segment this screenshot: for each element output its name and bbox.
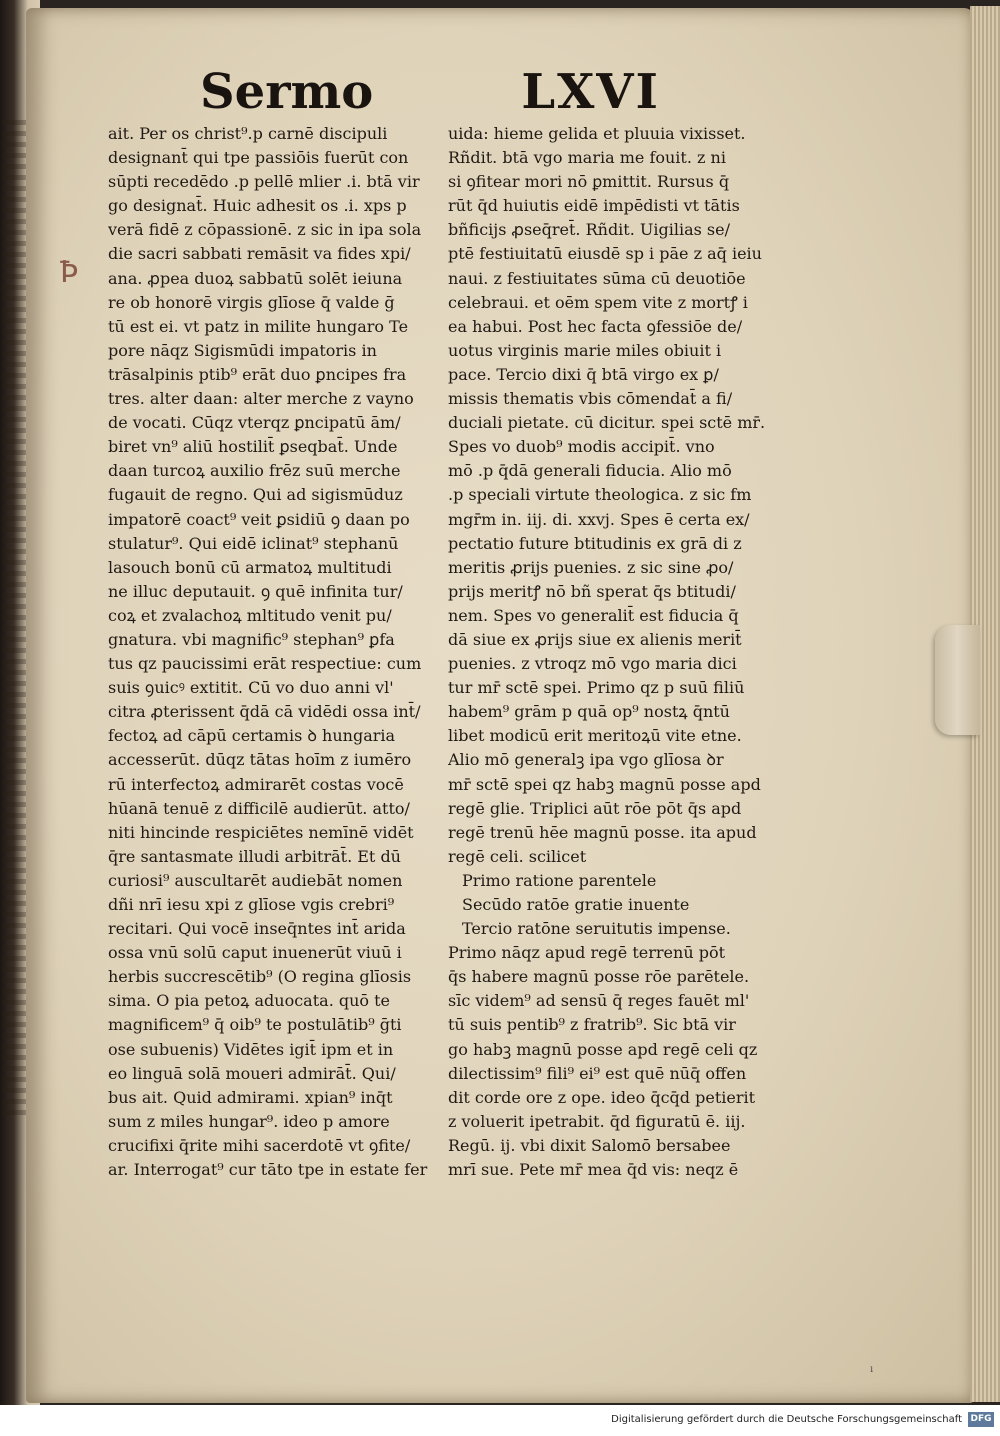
text-line: fugauit de regno. Qui ad sigismūduz bbox=[108, 485, 403, 505]
text-line: tur mr̄ sctē spei. Primo qz p suū filiū bbox=[448, 678, 745, 698]
text-line: ana. ꝓpea duoꝝ sabbatū solēt ieiuna bbox=[108, 268, 403, 288]
text-line: mrī sue. Pete mr̄ mea q̄d vis: neqz ē bbox=[448, 1160, 739, 1180]
text-line: Spes vo duob⁹ modis accipit̄. vno bbox=[448, 437, 715, 457]
text-line: celebraui. et oēm spem vite z mortꝭ i bbox=[448, 292, 748, 312]
text-line: designant̄ qui tpe passiōis fuerūt con bbox=[108, 148, 409, 168]
text-line: ptē festiuitatū eiusdē sp i pāe z aq̄ ieiu bbox=[448, 244, 762, 264]
text-line: nem. Spes vo generalit̄ est fiducia q̄ bbox=[448, 605, 739, 625]
text-line: pace. Tercio dixi q̄ btā virgo ex ꝑ/ bbox=[448, 364, 719, 384]
text-line: recitari. Qui vocē inseq̄ntes int̄ arida bbox=[108, 919, 406, 939]
text-line: fectoꝝ ad cāpū certamis ꝺ hungaria bbox=[108, 726, 396, 746]
text-line: pectatio future btitudinis ex grā di z bbox=[448, 533, 742, 553]
text-line: q̄s habere magnū posse rōe parētele. bbox=[448, 967, 750, 987]
dfg-logo: DFG bbox=[968, 1412, 994, 1427]
text-line: regē celi. scilicet bbox=[448, 846, 587, 866]
text-line: uotus virginis marie miles obiuit i bbox=[448, 340, 722, 360]
text-line: q̄re santasmate illudi arbitrāt̄. Et dū bbox=[108, 846, 401, 866]
text-line: ait. Per os christ⁹.p carnē discipuli bbox=[108, 124, 388, 143]
text-line: sīc videm⁹ ad sensū q̄ reges fauēt ml' bbox=[448, 991, 750, 1011]
text-line: citra ꝓterissent q̄dā cā vidēdi ossa int̄/ bbox=[108, 702, 421, 722]
text-line: stulatur⁹. Qui eidē iclinat⁹ stephanū bbox=[108, 533, 399, 553]
text-line: ose subuenis) Vidētes igit̄ ipm et in bbox=[108, 1039, 394, 1059]
text-line: ea habui. Post hec facta ꝯfessiōe de/ bbox=[448, 316, 743, 336]
text-line: libet modicū erit meritoꝝū vite etne. bbox=[448, 726, 742, 746]
text-line: dilectissim⁹ fili⁹ ei⁹ est quē nūq̄ offen bbox=[448, 1063, 747, 1083]
text-line: regē glie. Triplici aūt rōe pōt q̄s apd bbox=[448, 798, 742, 818]
page-mark: ı bbox=[870, 1364, 874, 1375]
text-line: naui. z festiuitates sūma cū deuotiōe bbox=[448, 268, 746, 288]
text-line: tus qz paucissimi erāt respectiue: cum bbox=[108, 654, 422, 674]
page-clip bbox=[935, 625, 980, 735]
text-line: Primo ratione parentele bbox=[462, 870, 657, 890]
text-line: curiosi⁹ auscultarēt audiebāt nomen bbox=[108, 870, 403, 890]
text-line: ossa vnū solū caput inuenerūt viuū i bbox=[108, 943, 402, 963]
header-folio-number: LXVI bbox=[521, 64, 660, 120]
text-line: crucifixi q̄rite mihi sacerdotē vt ꝯfite/ bbox=[108, 1135, 411, 1155]
text-line: de vocati. Cūqz vterqz ꝑncipatū ām/ bbox=[108, 413, 401, 433]
text-line: bus ait. Quid admirami. xpian⁹ inq̄t bbox=[108, 1087, 393, 1107]
text-line: mgr̄m in. iij. di. xxvj. Spes ē certa ex/ bbox=[448, 509, 750, 529]
text-line: missis thematis vbis cōmendat̄ a fi/ bbox=[448, 389, 733, 409]
text-line: tū suis pentib⁹ z fratrib⁹. Sic btā vir bbox=[448, 1015, 736, 1035]
text-line: dit corde ore z ope. ideo q̄cq̄d petierit bbox=[448, 1087, 756, 1107]
text-line: hūanā tenuē z difficilē audierūt. atto/ bbox=[108, 798, 410, 818]
text-line: tres. alter daan: alter merche z vayno bbox=[108, 389, 414, 409]
text-line: uida: hieme gelida et pluuia vixisset. bbox=[448, 124, 746, 143]
text-line: Rñdit. btā vgo maria me fouit. z ni bbox=[448, 148, 726, 168]
text-line: mō .p q̄dā generali fiducia. Alio mō bbox=[448, 461, 732, 481]
text-line: duciali pietate. cū dicitur. spei sctē mr̄. bbox=[448, 413, 766, 433]
text-line: Regū. ij. vbi dixit Salomō bersabee bbox=[448, 1135, 731, 1155]
text-line: go habꝫ magnū posse apd regē celi qz bbox=[448, 1039, 758, 1059]
text-line: dñi nrī iesu xpi z glīose vgis crebri⁹ bbox=[108, 895, 395, 914]
text-line: mr̄ sctē spei qz habꝫ magnū posse apd bbox=[448, 774, 761, 794]
text-line: si ꝯfitear mori nō ꝑmittit. Rursus q̄ bbox=[448, 172, 730, 192]
text-line: puenies. z vtroqz mō vgo maria dici bbox=[448, 654, 737, 674]
text-line: ne illuc deputauit. ꝯ quē infinita tur/ bbox=[108, 581, 403, 601]
text-line: meritis ꝓrijs puenies. z sic sine ꝓo/ bbox=[448, 557, 734, 577]
text-line: Primo nāqz apud regē terrenū pōt bbox=[448, 943, 726, 963]
text-line: regē trenū hēe magnū posse. ita apud bbox=[448, 822, 757, 842]
text-line: verā fidē z cōpassionē. z sic in ipa sola bbox=[108, 220, 422, 240]
text-line: habem⁹ grām p quā op⁹ nostꝝ q̄ntū bbox=[448, 702, 730, 722]
running-header bbox=[200, 62, 660, 122]
text-line: magnificem⁹ q̄ oib⁹ te postulātib⁹ ḡti bbox=[108, 1015, 402, 1035]
text-line: bñficijs ꝓseq̄ret̄. Rñdit. Uigilias se/ bbox=[448, 220, 730, 240]
text-line: prijs meritꝭ nō bñ sperat q̄s btitudi/ bbox=[448, 581, 736, 601]
text-line: rū interfectoꝝ admirarēt costas vocē bbox=[108, 774, 404, 794]
text-line: biret vn⁹ aliū hostilit̄ ꝑseqbat̄. Unde bbox=[108, 437, 398, 457]
text-column-right bbox=[448, 122, 768, 1182]
text-line: sum z miles hungar⁹. ideo p amore bbox=[108, 1111, 390, 1131]
header-left-title: Sermo bbox=[200, 64, 374, 120]
text-line: rūt q̄d huiutis eidē impēdisti vt tātis bbox=[448, 196, 740, 216]
text-line: accesserūt. dūqz tātas hoīm z iumēro bbox=[108, 750, 412, 770]
text-line: niti hincinde respiciētes nemīnē vidēt bbox=[108, 822, 414, 842]
text-line: ar. Interrogat⁹ cur tāto tpe in estate fer bbox=[108, 1160, 428, 1180]
text-line: gnatura. vbi magnific⁹ stephan⁹ ꝑfa bbox=[108, 629, 395, 649]
text-line: impatorē coact⁹ veit ꝑsidiū ꝯ daan po bbox=[108, 509, 410, 529]
text-line: sima. O pia petoꝝ aduocata. quō te bbox=[108, 991, 391, 1011]
text-line: tū est ei. vt patz in milite hungaro Te bbox=[108, 316, 409, 336]
text-line: trāsalpinis ptib⁹ erāt duo ꝑncipes fra bbox=[108, 364, 407, 384]
text-line: suis ꝯuicꝰ extitit. Cū vo duo anni vl' bbox=[108, 678, 394, 698]
text-line: go designat̄. Huic adhesit os .i. xps p bbox=[108, 196, 407, 216]
text-line: daan turcoꝝ auxilio frēz suū merche bbox=[108, 461, 401, 481]
text-line: re ob honorē virgis glīose q̄ valde ḡ bbox=[108, 292, 395, 312]
text-line: z voluerit ipetrabit. q̄d figuratū ē. iij. bbox=[448, 1111, 746, 1131]
text-line: coꝝ et zvalachoꝝ mltitudo venit pu/ bbox=[108, 605, 392, 625]
text-line: pore nāqz Sigismūdi impatoris in bbox=[108, 340, 377, 360]
text-line: .p speciali virtute theologica. z sic fm bbox=[448, 485, 752, 505]
margin-note: Ꝥ bbox=[60, 255, 79, 290]
text-line: lasouch bonū cū armatoꝝ multitudi bbox=[108, 557, 392, 577]
text-line: eo linguā solā moueri admirāt̄. Qui/ bbox=[108, 1063, 396, 1083]
text-column-left bbox=[108, 122, 440, 1182]
text-line: dā siue ex ꝓrijs siue ex alienis merit̄ bbox=[448, 629, 742, 649]
text-line: die sacri sabbati remāsit va fides xpi/ bbox=[108, 244, 411, 264]
text-line: sūpti recedēdo .p pellē mlier .i. btā vir bbox=[108, 172, 420, 192]
text-line: herbis succrescētib⁹ (O regina glīosis bbox=[108, 967, 412, 987]
text-line: Alio mō generalꝫ ipa vgo glīosa ꝺr bbox=[448, 750, 724, 770]
funding-credit: Digitalisierung gefördert durch die Deutsche Forschungsgemeinschaft bbox=[611, 1414, 962, 1425]
footer-bar bbox=[0, 1405, 1000, 1436]
text-line: Secūdo ratōe gratie inuente bbox=[462, 895, 690, 914]
text-line: Tercio ratōne seruitutis impense. bbox=[462, 919, 731, 939]
